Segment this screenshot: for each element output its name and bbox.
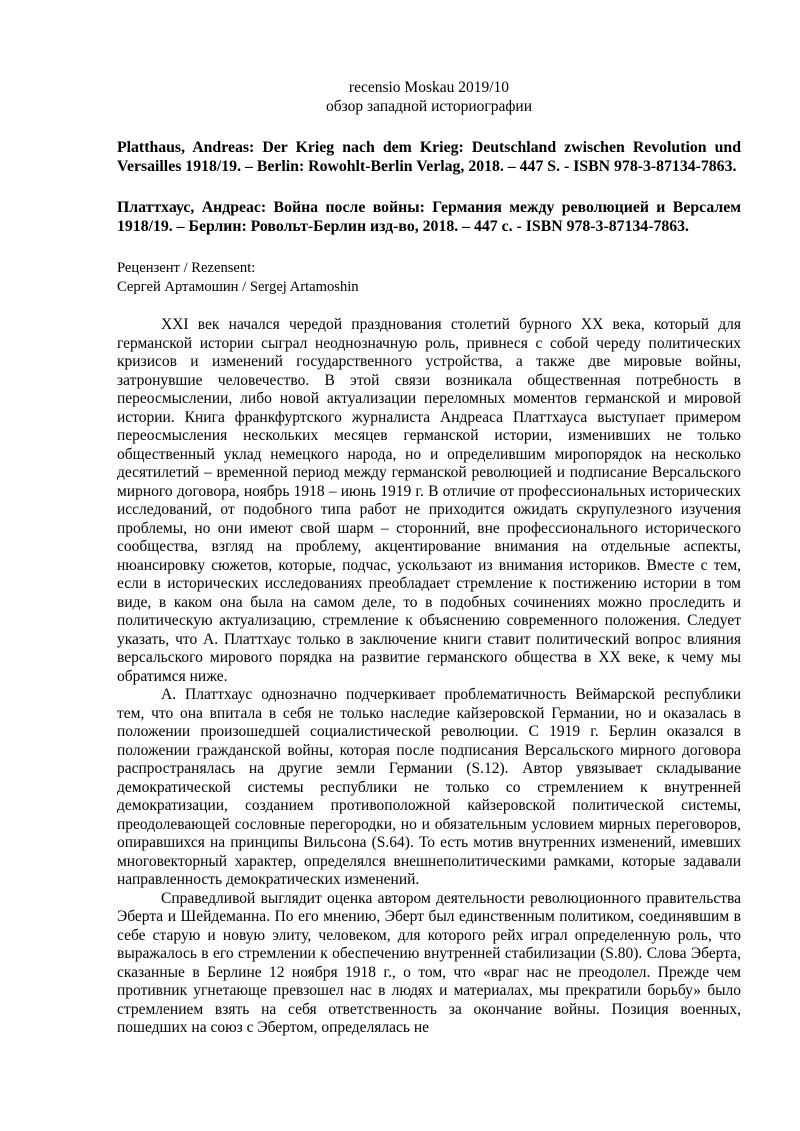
paragraph: А. Платтхаус однозначно подчеркивает проблематичность Веймарской республики тем, что она впитала в себя не только наследие кайзеровской Германии, но и оказалась в положении произошедшей социалистической революции. С 1919 г. Берлин оказался в положении гражданской войны, которая после подписания Версальского мирного договора распространялась на другие земли Германии (S.12). Автор увязывает складывание демократической системы республики не только со стремлением к внутренней демократизации, созданием противоположной кайзеровской политической системы, преодолевающей сословные перегородки, но и обязательным условием мирных переговоров, опиравшихся на принципы Вильсона (S.64). То есть мотив внутренних изменений, имевших многовекторный характер, определялся внешнеполитическими рамками, которые задавали направленность демократических изменений. bbox=[117, 686, 741, 888]
review-body bbox=[117, 316, 741, 1038]
book-title-german: Platthaus, Andreas: Der Krieg nach dem Krieg: Deutschland zwischen Revolution und Versailles 1918/19. – Berlin: Rowohlt-Berlin Verlag, 2018. – 447 S. - ISBN 978-3-87134-7863. bbox=[117, 139, 741, 175]
reviewer-label: Рецензент / Rezensent: bbox=[117, 260, 256, 276]
document-page bbox=[117, 78, 741, 1038]
header-journal: recensio Moskau 2019/10 bbox=[348, 79, 510, 96]
paragraph: XXI век начался чередой празднования столетий бурного XX века, который для германской истории сыграл неоднозначную роль, привнеся с собой череду политических кризисов и изменений государственного устройства, а также две мировые войны, затронувшие человечество. В этой связи возникала общественная потребность в переосмыслении, либо новой актуализации переломных моментов германской и мировой истории. Книга франкфуртского журналиста Андреаса Платтхауса выступает примером переосмысления нескольких месяцев германской истории, изменивших не только общественный уклад немецкого народа, но и определившим миропорядок на несколько десятилетий – временной период между германской революцией и подписание Версальского мирного договора, ноябрь 1918 – июнь 1919 г. В отличие от профессиональных исторических исследований, от подобного типа работ не приходится ожидать скрупулезного изучения проблемы, но они имеют свой шарм – сторонний, вне профессионального исторического сообщества, взгляд на проблему, акцентирование внимания на отдельные аспекты, нюансировку сюжетов, которые, подчас, ускользают из внимания историков. Вместе с тем, если в исторических исследованиях преобладает стремление к постижению истории в том виде, в каком она была на самом деле, то в подобных сочинениях можно проследить и политическую актуализацию, стремление к объяснению современного положения. Следует указать, что А. Платтхаус только в заключение книги ставит политический вопрос влияния версальского мирового порядка на развитие германского общества в XX веке, к чему мы обратимся ниже. bbox=[117, 316, 741, 685]
reviewer-block bbox=[117, 259, 741, 296]
reviewer-name: Сергей Артамошин / Sergej Artamoshin bbox=[117, 278, 359, 295]
page-header bbox=[117, 78, 741, 116]
header-section: обзор западной историографии bbox=[325, 98, 533, 115]
paragraph: Справедливой выглядит оценка автором деятельности революционного правительства Эберта и Шейдеманна. По его мнению, Эберт был единственным политиком, соединявшим в себе старую и новую элиту, человеком, для которого рейх играл определенную роль, что выражалось в его стремлении к обеспечению внутренней стабилизации (S.80). Слова Эберта, сказанные в Берлине 12 ноября 1918 г., о том, что «враг нас не преодолел. Прежде чем противник угнетающе превзошел нас в людях и материалах, мы прекратили борьбу» было стремлением взять на себя ответственность за окончание войны. Позиция военных, пошедших на союз с Эбертом, определялась не bbox=[117, 889, 741, 1036]
book-title-russian: Платтхаус, Андреас: Война после войны: Германия между революцией и Версалем 1918/19. – Берлин: Ровольт-Берлин изд-во, 2018. – 447 с. - ISBN 978-3-87134-7863. bbox=[117, 199, 741, 235]
